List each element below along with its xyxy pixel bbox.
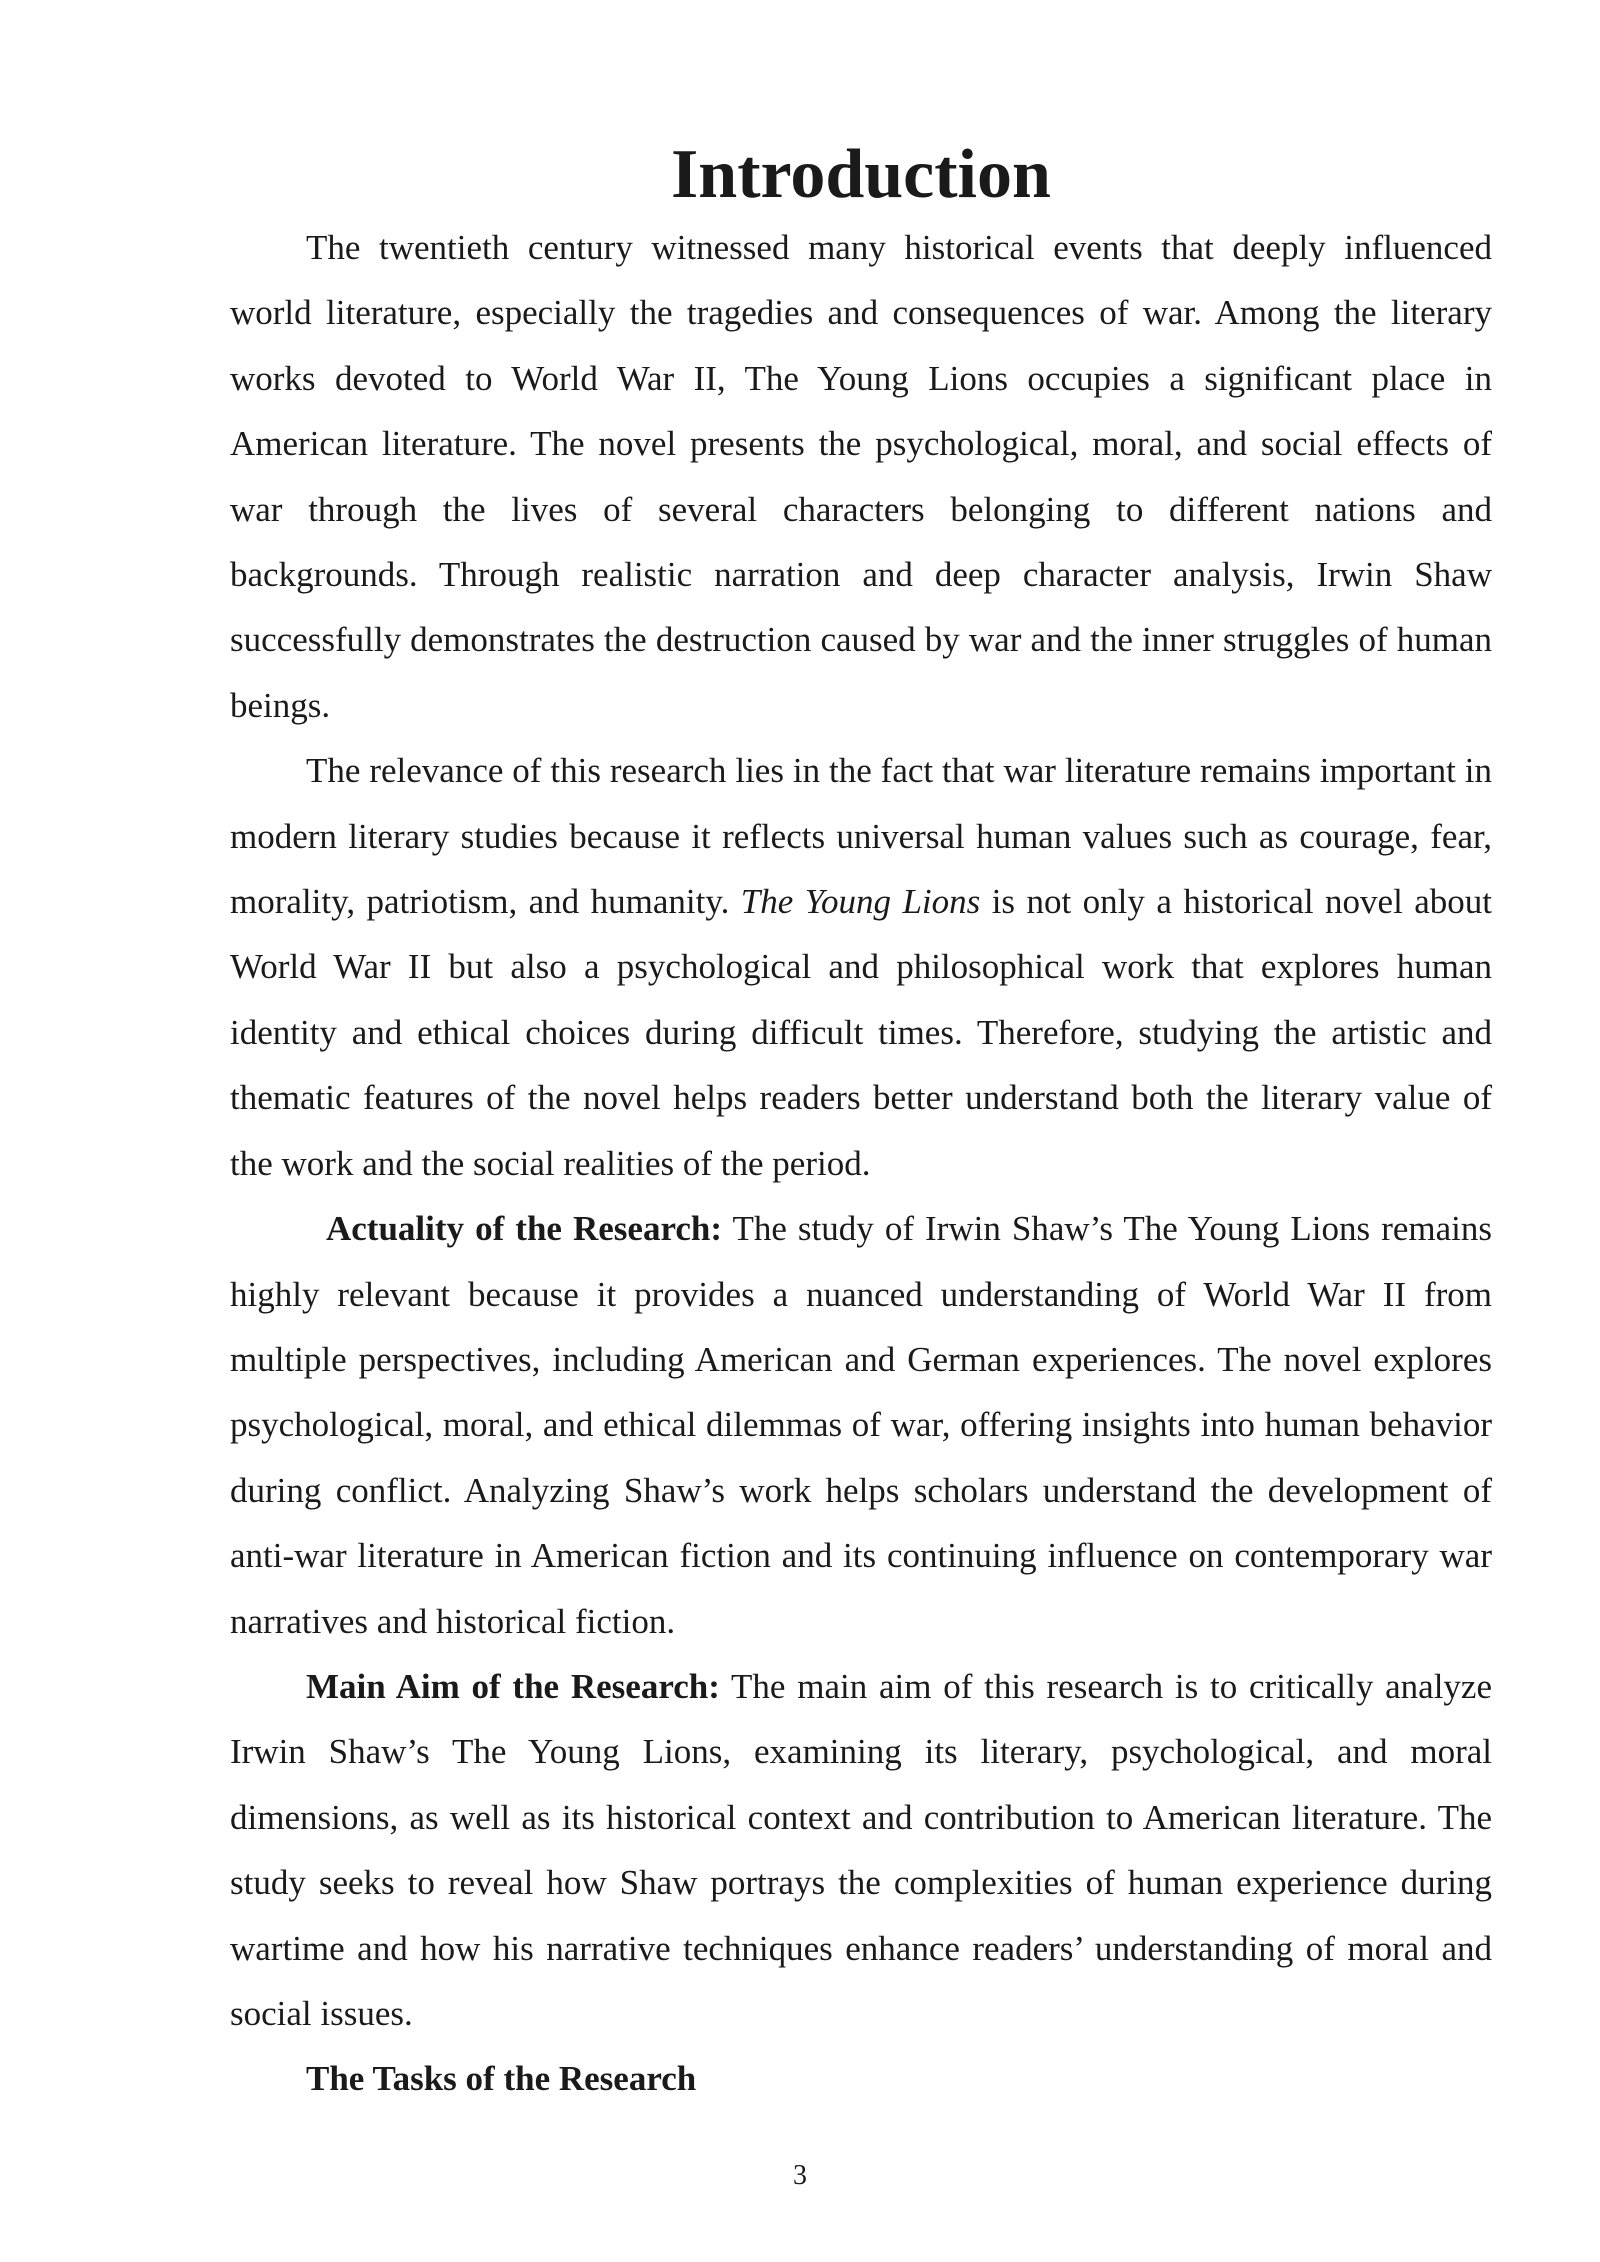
relevance-text-start: The relevance of this research lies in the fact that war literature remains important in modern literary studies because it reflects universal human values such as courage, fear, morality, patriotism, and humanity. xyxy=(230,751,1492,922)
page-number: 3 xyxy=(793,2160,807,2191)
paragraph-main-aim xyxy=(230,1654,1492,2046)
actuality-label: Actuality of the Research: xyxy=(326,1209,723,1249)
paragraph-relevance xyxy=(230,738,1492,1196)
novel-title-italic: The Young Lions xyxy=(740,882,981,922)
actuality-text: The study of Irwin Shaw’s The Young Lions remains highly relevant because it provides a nuanced understanding of World War II from multiple perspectives, including American and German experiences. The novel explores psychological, moral, and ethical dilemmas of war, offering insights into human behavior during conflict. Analyzing Shaw’s work helps scholars understand the development of anti-war literature in American fiction and its continuing influence on contemporary war narratives and historical fiction. xyxy=(230,1209,1492,1641)
relevance-text-end: is not only a historical novel about World War II but also a psychological and philosophical work that explores human identity and ethical choices during difficult times. Therefore, studying the artistic and thematic features of the novel helps readers better understand both the literary value of the work and the social realities of the period. xyxy=(230,882,1493,1183)
paragraph-actuality xyxy=(230,1196,1492,1654)
main-aim-label: Main Aim of the Research: xyxy=(306,1666,720,1706)
tasks-heading: The Tasks of the Research xyxy=(306,2059,697,2099)
page-body xyxy=(230,136,1493,2112)
page-title: Introduction xyxy=(671,136,1051,213)
paragraph-intro: The twentieth century witnessed many historical events that deeply influenced world literature, especially the tragedies and consequences of war. Among the literary works devoted to World War II, The Young Lions occupies a significant place in American literature. The novel presents the psychological, moral, and social effects of war through the lives of several characters belonging to different nations and backgrounds. Through realistic narration and deep character analysis, Irwin Shaw successfully demonstrates the destruction caused by war and the inner struggles of human beings. xyxy=(230,228,1492,725)
main-aim-text: The main aim of this research is to critically analyze Irwin Shaw’s The Young Lions, examining its literary, psychological, and moral dimensions, as well as its historical context and contribution to American literature. The study seeks to reveal how Shaw portrays the complexities of human experience during wartime and how his narrative techniques enhance readers’ understanding of moral and social issues. xyxy=(230,1666,1492,2033)
